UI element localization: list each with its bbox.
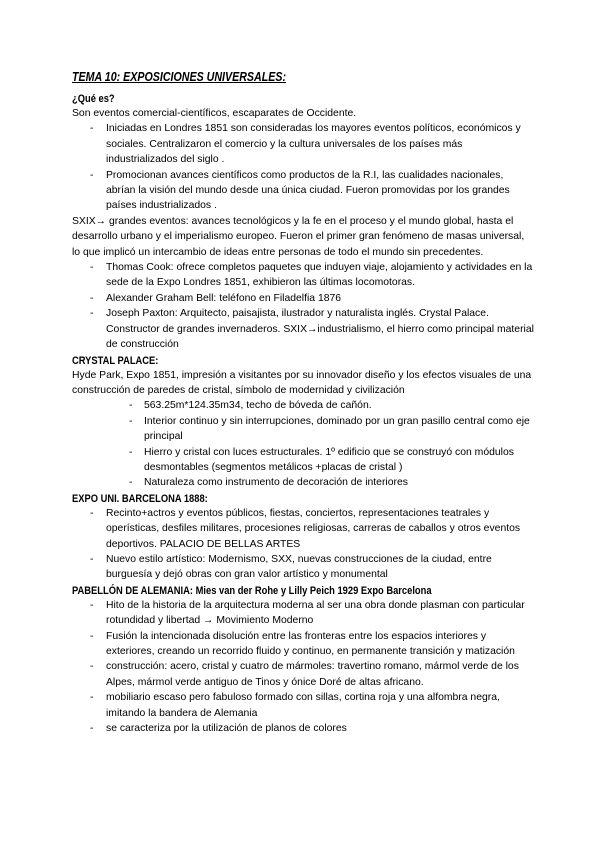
list-item: - Interior continuo y sin interrupciones, dominado por un gran pasillo central como eje principal [72, 414, 534, 445]
paragraph: Hyde Park, Expo 1851, impresión a visitantes por su innovador diseño y los efectos visuales de una construcción de paredes de cristal, símbolo de modernidad y civilización [72, 369, 532, 396]
list-item: - Hierro y cristal con luces estructurales. 1º edificio que se construyó con módulos desmontables (segmentos metálicos +placas de cristal ) [72, 445, 534, 476]
list-item: - Fusión la intencionada disolución entre las fronteras entre los espacios interiores y exteriores, creando un recorrido fluido y continuo, en permanente transición y matización [72, 629, 534, 660]
list-item: - Iniciadas en Londres 1851 son consideradas los mayores eventos políticos, económicos y sociales. Centralizaron el comercio y la cultura universales de los países más industrializados del siglo . [72, 121, 534, 167]
bullet-list [72, 506, 534, 583]
paragraph: SXIX→ grandes eventos: avances tecnológicos y la fe en el proceso y el mundo global, hasta el desarrollo urbano y el imperialismo europeo. Fueron el primer gran fenómeno de masas universal, lo que implicó un intercambio de ideas entre personas de todo el mundo sin precedentes. [72, 215, 525, 258]
section-heading-crystal-palace: CRYSTAL PALACE: [72, 354, 159, 367]
section-heading-expo-barcelona: EXPO UNI. BARCELONA 1888: [72, 492, 208, 505]
bullet-list [72, 260, 534, 352]
list-item: - Recinto+actros y eventos públicos, fiestas, conciertos, representaciones teatrales y operísticas, desfiles militares, procesiones religiosas, carreras de caballos y otros eventos deportivos. PALACIO DE BELLAS ARTES [72, 506, 534, 552]
list-item: - Naturaleza como instrumento de decoración de interiores [72, 475, 534, 490]
list-item: - Hito de la historia de la arquitectura moderna al ser una obra donde plasman con particular rotundidad y libertad → Movimiento Moderno [72, 598, 534, 629]
list-item: - se caracteriza por la utilización de planos de colores [72, 721, 534, 736]
list-item: - Thomas Cook: ofrece completos paquetes que induyen viaje, alojamiento y actividades en la sede de la Expo Londres 1851, exhibieron las últimas locomotoras. [72, 260, 534, 291]
list-item: - construcción: acero, cristal y cuatro de mármoles: travertino romano, mármol verde de los Alpes, mármol verde antiguo de Tinos y ónice Doré de altas africano. [72, 659, 534, 690]
section-heading-pabellon-alemania: PABELLÓN DE ALEMANIA: Mies van der Rohe y Lilly Peich 1929 Expo Barcelona [72, 584, 432, 597]
list-item: - Joseph Paxton: Arquitecto, paisajista, ilustrador y naturalista inglés. Crystal Palace. Constructor de grandes invernaderos. SXIX→industrialismo, el hierro como principal material de construcción [72, 306, 534, 352]
list-item: - mobiliario escaso pero fabuloso formado con sillas, cortina roja y una alfombra negra, imitando la bandera de Alemania [72, 690, 534, 721]
bullet-list [72, 398, 534, 490]
paragraph: Son eventos comercial-científicos, escaparates de Occidente. [72, 108, 357, 119]
list-item: - Alexander Graham Bell: teléfono en Filadelfia 1876 [72, 291, 534, 306]
list-item: - Nuevo estilo artístico: Modernismo, SXX, nuevas construcciones de la ciudad, entre burguesía y dejó obras con gran valor artístico y monumental [72, 552, 534, 583]
bullet-list [72, 598, 534, 737]
list-item: - 563.25m*124.35m34, techo de bóveda de cañón. [72, 398, 534, 413]
document-page [72, 68, 534, 736]
bullet-list [72, 121, 534, 213]
list-item: - Promocionan avances científicos como productos de la R.I, las cualidades nacionales, abrían la visión del mundo desde una única ciudad. Fueron promovidas por los grandes países industrializados . [72, 168, 534, 214]
section-heading-que-es: ¿Qué es? [72, 93, 115, 105]
document-title: TEMA 10: EXPOSICIONES UNIVERSALES: [72, 69, 287, 84]
